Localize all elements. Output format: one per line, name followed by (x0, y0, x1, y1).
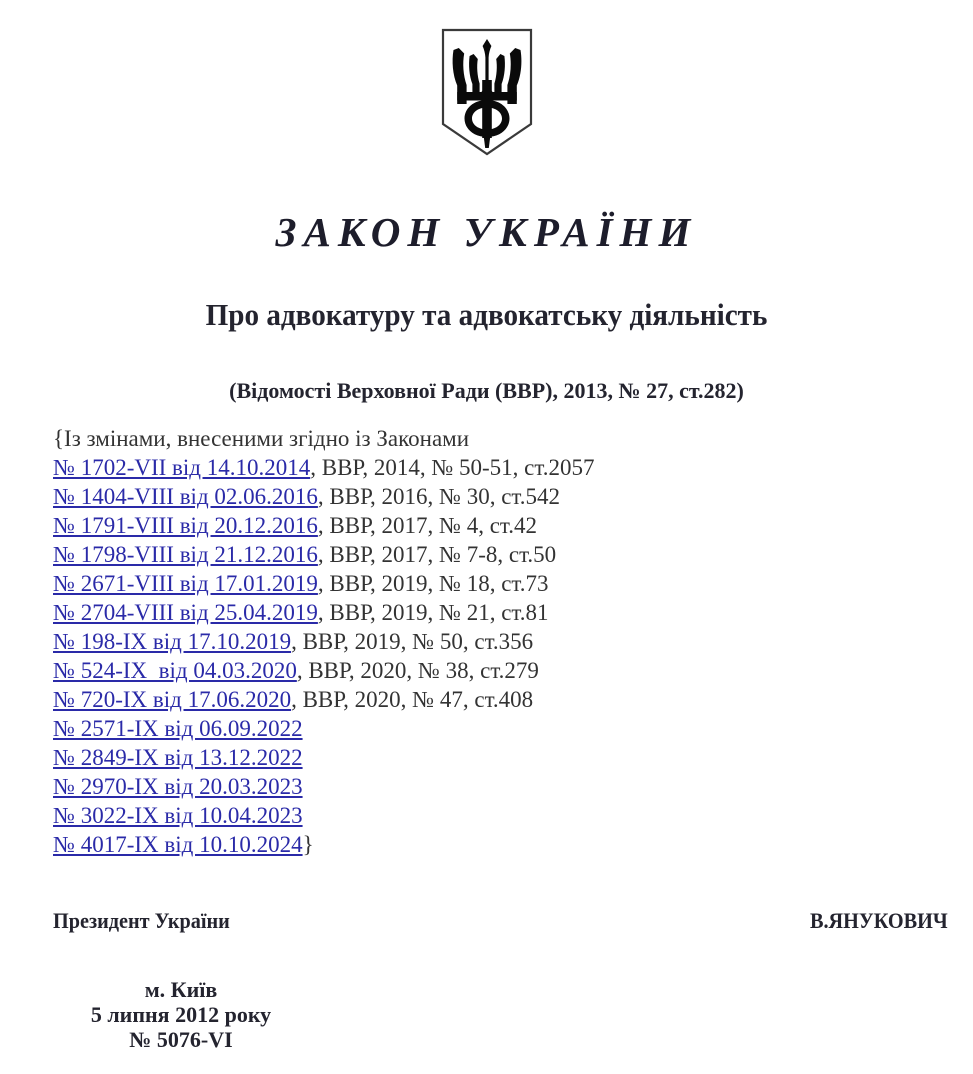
amendments-heading: {Із змінами, внесеними згідно із Законами (53, 426, 470, 451)
signature-block (53, 908, 948, 934)
amendment-reference: , ВВР, 2020, № 47, ст.408 (291, 687, 534, 712)
amendment-row (53, 801, 933, 830)
amendment-reference: , ВВР, 2014, № 50-51, ст.2057 (310, 455, 595, 480)
amendment-reference: , ВВР, 2017, № 4, ст.42 (317, 513, 537, 538)
amendments-list (53, 453, 933, 859)
law-source-reference: (Відомості Верховної Ради (ВВР), 2013, № 27, ст.282) (229, 378, 744, 403)
amendment-row (53, 453, 933, 482)
amendment-row (53, 685, 933, 714)
amendment-link[interactable]: № 2970-IX від 20.03.2023 (53, 774, 303, 799)
amendment-row (53, 511, 933, 540)
amendment-link[interactable]: № 2704-VIII від 25.04.2019 (53, 600, 318, 625)
amendment-row (53, 656, 933, 685)
ukrainian-trident-icon (438, 28, 536, 156)
footer-date: 5 липня 2012 року (90, 1002, 272, 1027)
amendment-reference: , ВВР, 2016, № 30, ст.542 (317, 484, 560, 509)
amendment-row (53, 598, 933, 627)
signatory-role: Президент України (53, 908, 230, 933)
document-footer (36, 977, 326, 1052)
amendment-link[interactable]: № 720-IX від 17.06.2020 (53, 687, 292, 712)
amendment-reference: , ВВР, 2020, № 38, ст.279 (296, 658, 539, 683)
amendment-link[interactable]: № 198-IX від 17.10.2019 (53, 629, 292, 654)
signatory-name: В.ЯНУКОВИЧ (810, 908, 948, 933)
amendment-link[interactable]: № 524-IX від 04.03.2020 (53, 658, 297, 683)
amendment-reference: , ВВР, 2019, № 18, ст.73 (317, 571, 549, 596)
law-subject-title: Про адвокатуру та адвокатську діяльність (205, 297, 768, 332)
amendment-reference: } (302, 832, 314, 857)
amendment-row (53, 714, 933, 743)
page-title: ЗАКОН УКРАЇНИ (275, 209, 698, 255)
amendment-link[interactable]: № 3022-IX від 10.04.2023 (53, 803, 303, 828)
amendment-row (53, 627, 933, 656)
footer-place: м. Київ (144, 977, 218, 1002)
amendment-link[interactable]: № 1702-VII від 14.10.2014 (53, 455, 311, 480)
amendment-link[interactable]: № 1798-VIII від 21.12.2016 (53, 542, 318, 567)
amendment-row (53, 743, 933, 772)
amendment-row (53, 830, 933, 859)
coat-of-arms (0, 28, 973, 156)
amendments-block (53, 424, 933, 859)
amendment-row (53, 569, 933, 598)
amendment-link[interactable]: № 1791-VIII від 20.12.2016 (53, 513, 318, 538)
amendment-reference: , ВВР, 2017, № 7-8, ст.50 (317, 542, 557, 567)
amendment-row (53, 540, 933, 569)
amendment-link[interactable]: № 1404-VIII від 02.06.2016 (53, 484, 318, 509)
amendment-link[interactable]: № 2671-VIII від 17.01.2019 (53, 571, 318, 596)
amendment-row (53, 772, 933, 801)
amendment-row (53, 482, 933, 511)
amendment-link[interactable]: № 4017-IX від 10.10.2024 (53, 832, 303, 857)
footer-number: № 5076-VI (129, 1027, 233, 1052)
amendment-reference: , ВВР, 2019, № 21, ст.81 (317, 600, 549, 625)
amendment-link[interactable]: № 2849-IX від 13.12.2022 (53, 745, 303, 770)
amendment-link[interactable]: № 2571-IX від 06.09.2022 (53, 716, 303, 741)
amendment-reference: , ВВР, 2019, № 50, ст.356 (291, 629, 534, 654)
